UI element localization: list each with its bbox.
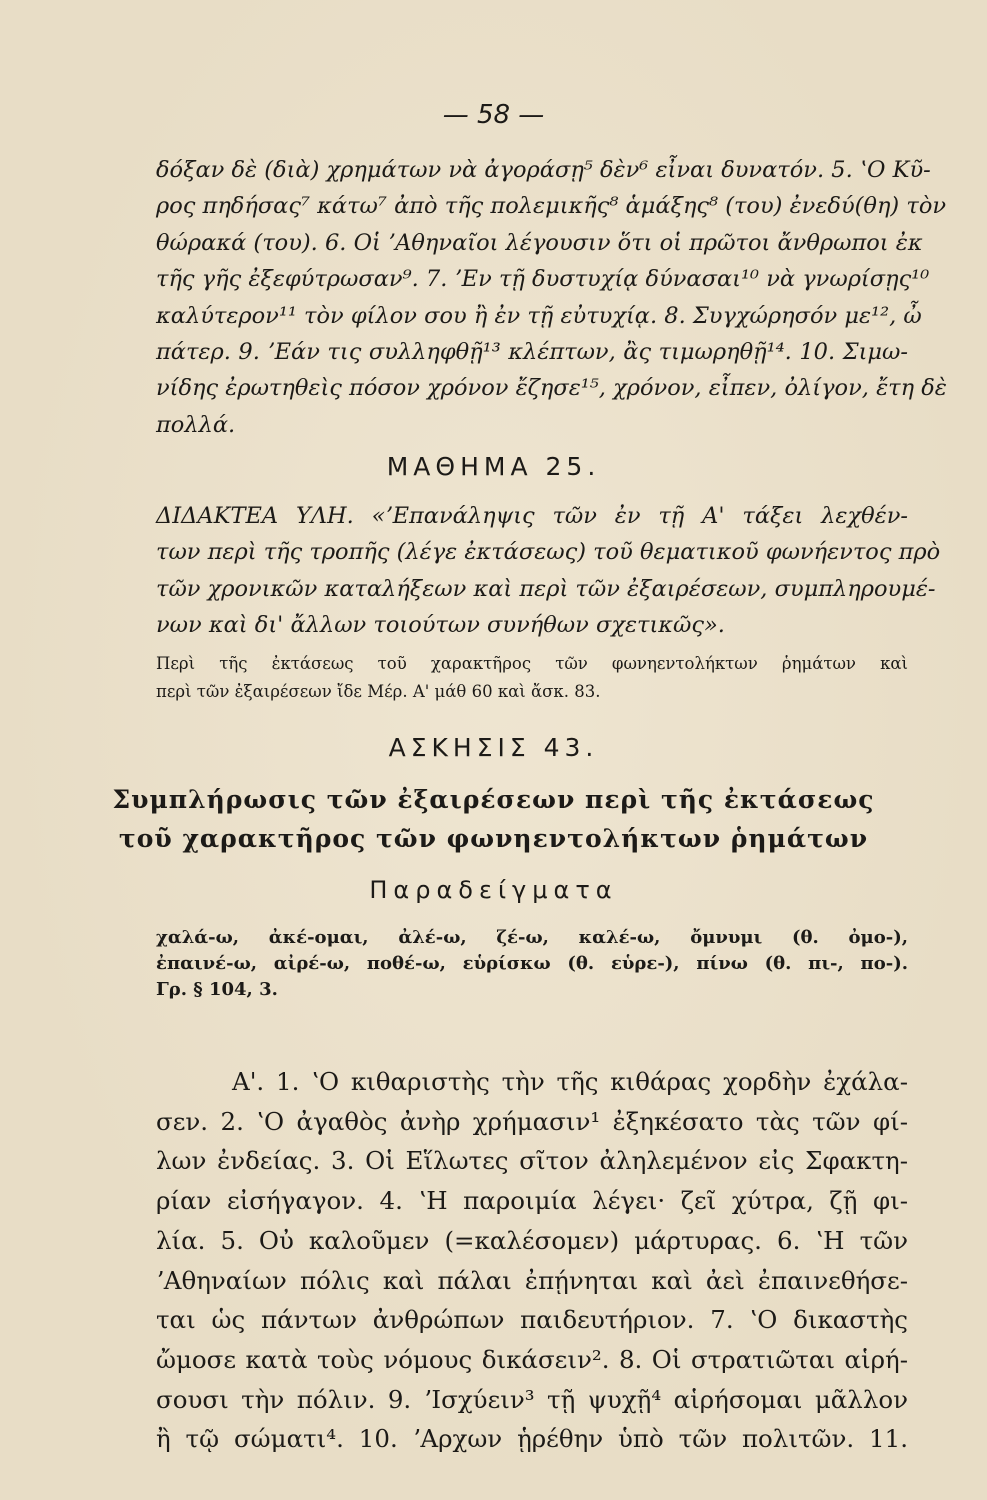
text-line: θώρακά (του). 6. Οἱ ʼΑθηναῖοι λέγουσιν ὅτι οἱ πρῶτοι ἄνθρωποι ἐκ bbox=[156, 229, 923, 256]
exercise-title bbox=[0, 780, 987, 858]
text-line: ρος πηδήσας⁷ κάτω⁷ ἀπὸ τῆς πολεμικῆς⁸ ἁμάξης⁸ (του) ἐνεδύ(θη) τὸν bbox=[156, 193, 947, 220]
text-line: ἢ τῷ σώματι⁴. 10. ʼΑρχων ᾑρέθην ὑπὸ τῶν πολιτῶν. 11. bbox=[156, 1424, 908, 1454]
exercise-heading: ΑΣΚΗΣΙΣ 43. bbox=[388, 733, 599, 762]
text-line: των περὶ τῆς τροπῆς (λέγε ἐκτάσεως) τοῦ θεματικοῦ φωνήεντος πρὸ bbox=[156, 539, 941, 566]
title-line: Συμπλήρωσις τῶν ἐξαιρέσεων περὶ τῆς ἐκτάσεως bbox=[112, 785, 875, 814]
text-line: περὶ τῶν ἐξαιρέσεων ἴδε Μέρ. Α' μάθ 60 καὶ ἄσκ. 83. bbox=[156, 682, 601, 701]
text-line: Α'. 1. ʽΟ κιθαριστὴς τὴν τῆς κιθάρας χορδὴν ἐχάλα- bbox=[232, 1067, 908, 1096]
lesson-heading: ΜΑΘΗΜΑ 25. bbox=[386, 452, 601, 481]
text-line: πολλά. bbox=[156, 411, 236, 438]
text-line: ἐπαινέ-ω, αἰρέ-ω, ποθέ-ω, εὑρίσκω (θ. εὑρε-), πίνω (θ. πι-, πο-). bbox=[156, 953, 908, 974]
text-line: χαλά-ω, ἀκέ-ομαι, ἀλέ-ω, ζέ-ω, καλέ-ω, ὄμνυμι (θ. ὀμο-), bbox=[156, 927, 908, 948]
title-line: τοῦ χαρακτῆρος τῶν φωνηεντολήκτων ῥημάτων bbox=[118, 824, 869, 853]
text-line: ʼΑθηναίων πόλις καὶ πάλαι ἐπῄνηται καὶ ἀεὶ ἐπαινεθήσε- bbox=[156, 1265, 908, 1295]
text-line: νων καὶ δι' ἄλλων τοιούτων συνήθων σχετικῶς». bbox=[156, 612, 725, 639]
text-line: Γρ. § 104, 3. bbox=[156, 979, 278, 1000]
text-line: ται ὡς πάντων ἀνθρώπων παιδευτήριον. 7. ʽΟ δικαστὴς bbox=[156, 1305, 908, 1335]
didaktea-paragraph bbox=[156, 498, 941, 644]
text-line: σεν. 2. ʽΟ ἀγαθὸς ἀνὴρ χρήμασιν¹ ἐξηκέσατο τὰς τῶν φί- bbox=[156, 1106, 908, 1136]
text-line: λία. 5. Οὐ καλοῦμεν (=καλέσομεν) μάρτυρας. 6. ʽΗ τῶν bbox=[156, 1225, 908, 1255]
text-line: ΔΙΔΑΚΤΕΑ ΥΛΗ. «ʼΕπανάληψις τῶν ἐν τῇ Α' τάξει λεχθέν- bbox=[156, 503, 908, 529]
reference-note bbox=[156, 650, 908, 706]
examples-title: Παραδείγματα bbox=[369, 876, 618, 904]
examples-list bbox=[156, 925, 908, 1003]
text-line: νίδης ἐρωτηθεὶς πόσον χρόνον ἔζησε¹⁵, χρόνον, εἶπεν, ὀλίγον, ἔτη δὲ bbox=[156, 375, 947, 402]
text-line: τῶν χρονικῶν καταλήξεων καὶ περὶ τῶν ἐξαιρέσεων, συμπληρουμέ- bbox=[156, 575, 936, 602]
text-line: λων ἐνδείας. 3. Οἱ Εἵλωτες σῖτον ἀληλεμένον εἰς Σφακτη- bbox=[156, 1146, 908, 1176]
text-line: τῆς γῆς ἐξεφύτρωσαν⁹. 7. ʼΕν τῇ δυστυχίᾳ δύνασαι¹⁰ νὰ γνωρίσῃς¹⁰ bbox=[156, 266, 930, 293]
text-line: καλύτερον¹¹ τὸν φίλον σου ἢ ἐν τῇ εὐτυχίᾳ. 8. Συγχώρησόν με¹², ὦ bbox=[156, 302, 922, 329]
intro-paragraph bbox=[156, 152, 947, 443]
text-line: σουσι τὴν πόλιν. 9. ʼΙσχύειν³ τῇ ψυχῇ⁴ αἱρήσομαι μᾶλλον bbox=[156, 1384, 908, 1414]
exercise-text bbox=[156, 1062, 908, 1459]
text-line: πάτερ. 9. ʼΕάν τις συλληφθῇ¹³ κλέπτων, ἂς τιμωρηθῇ¹⁴. 10. Σιμω- bbox=[156, 339, 908, 366]
text-line: ρίαν εἰσήγαγον. 4. ʽΗ παροιμία λέγει· ζεῖ χύτρα, ζῇ φι- bbox=[156, 1186, 908, 1216]
text-line: ὤμοσε κατὰ τοὺς νόμους δικάσειν². 8. Οἱ στρατιῶται αἱρή- bbox=[156, 1344, 908, 1374]
text-line: δόξαν δὲ (διὰ) χρημάτων νὰ ἀγοράσῃ⁵ δὲν⁶ εἶναι δυνατόν. 5. ʽΟ Κῦ- bbox=[156, 157, 931, 183]
page-number: — 58 — bbox=[442, 100, 545, 130]
text-line: Περὶ τῆς ἐκτάσεως τοῦ χαρακτῆρος τῶν φωνηεντολήκτων ῥημάτων καὶ bbox=[156, 654, 908, 673]
